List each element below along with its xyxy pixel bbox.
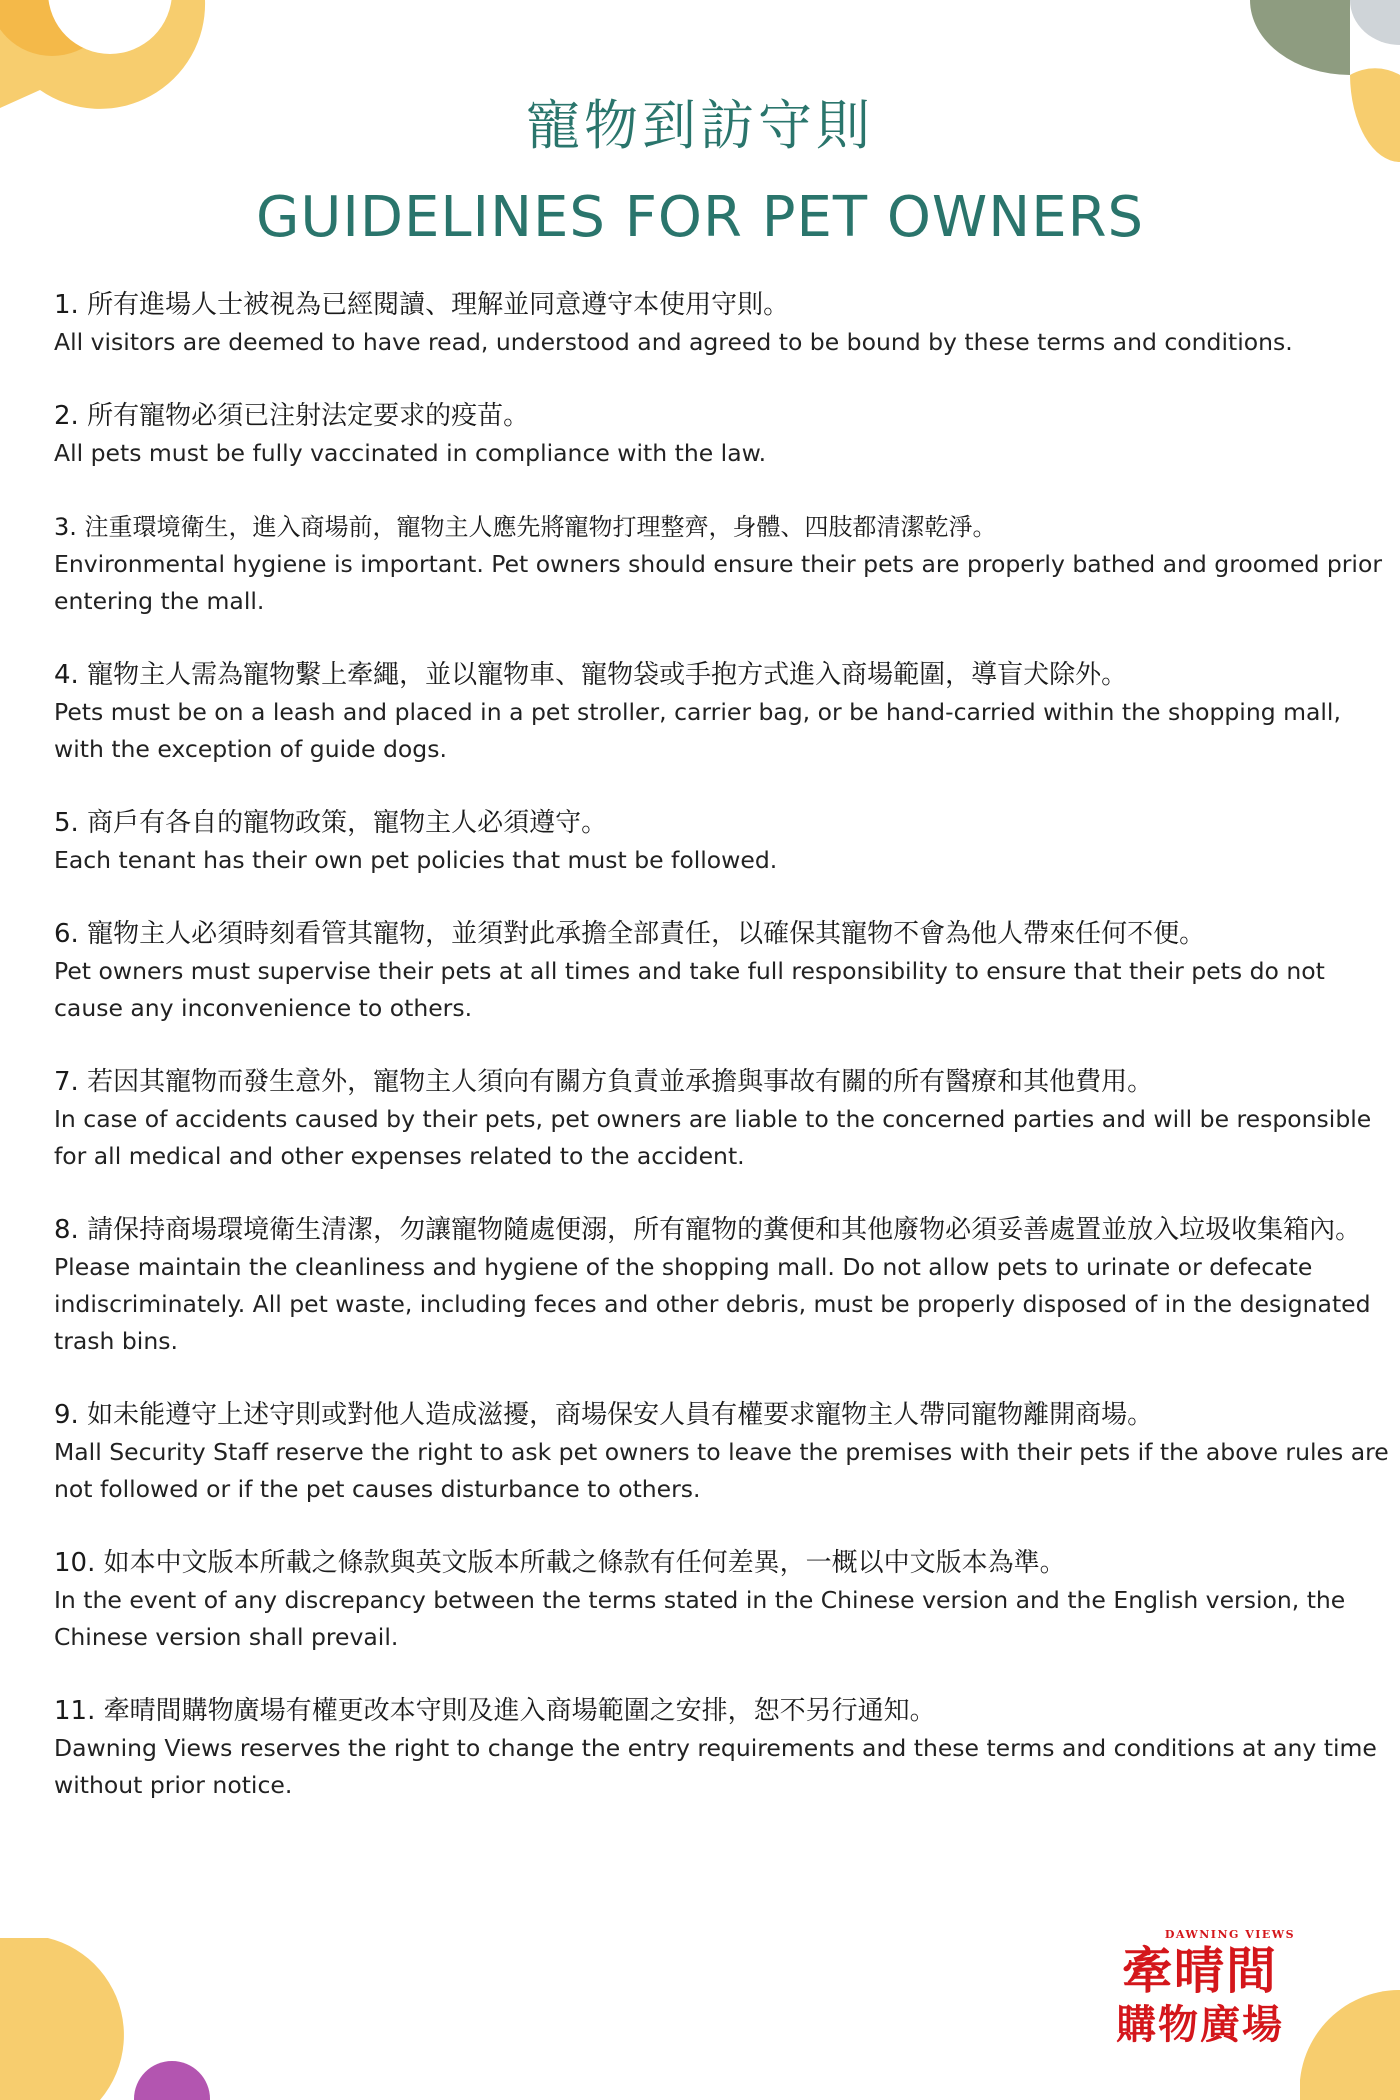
rule-item-5 xyxy=(54,804,1394,879)
rule-chinese: 1. 所有進場人士被視為已經閱讀、理解並同意遵守本使用守則。 xyxy=(54,290,790,320)
logo-chinese-subtitle: 購物廣場 xyxy=(1116,2002,1284,2048)
rule-chinese: 6. 寵物主人必須時刻看管其寵物，並須對此承擔全部責任，以確保其寵物不會為他人帶來任何不便。 xyxy=(54,919,1206,949)
rule-english: Please maintain the cleanliness and hygiene of the shopping mall. Do not allow pets to urinate or defecate indiscriminately. All pet waste, including feces and other debris, must be properly disposed of in the designated trash bins. xyxy=(54,1253,1371,1355)
bottom-right-decoration xyxy=(1300,1990,1400,2100)
rule-english: In case of accidents caused by their pets, pet owners are liable to the concerned parties and will be responsible for all medical and other expenses related to the accident. xyxy=(54,1105,1372,1170)
rule-english: Dawning Views reserves the right to change the entry requirements and these terms and conditions at any time without prior notice. xyxy=(54,1734,1377,1799)
logo-english: DAWNING VIEWS xyxy=(1164,1928,1296,1941)
rule-chinese: 3. 注重環境衛生，進入商場前，寵物主人應先將寵物打理整齊，身體、四肢都清潔乾淨。 xyxy=(54,513,997,541)
rule-item-6 xyxy=(54,915,1394,1027)
rule-item-8 xyxy=(54,1211,1394,1360)
dawning-views-logo xyxy=(1100,1928,1300,2050)
rule-chinese: 5. 商戶有各自的寵物政策，寵物主人必須遵守。 xyxy=(54,808,608,838)
rule-chinese: 10. 如本中文版本所載之條款與英文版本所載之條款有任何差異，一概以中文版本為準。 xyxy=(54,1548,1066,1578)
title-english: GUIDELINES FOR PET OWNERS xyxy=(255,185,1145,250)
rule-english: Each tenant has their own pet policies that must be followed. xyxy=(54,846,778,874)
rule-chinese: 11. 牽晴間購物廣場有權更改本守則及進入商場範圍之安排，恕不另行通知。 xyxy=(54,1696,936,1726)
bottom-left-decoration xyxy=(0,1938,230,2100)
rule-item-2 xyxy=(54,397,1394,472)
rule-english: In the event of any discrepancy between the terms stated in the Chinese version and the English version, the Chinese version shall prevail. xyxy=(54,1586,1346,1651)
title-chinese: 寵物到訪守則 xyxy=(526,94,874,157)
page-title xyxy=(0,88,1400,258)
rule-english: Mall Security Staff reserve the right to ask pet owners to leave the premises with their pets if the above rules are not followed or if the pet causes disturbance to others. xyxy=(54,1438,1389,1503)
rule-item-3 xyxy=(54,508,1394,620)
rule-chinese: 7. 若因其寵物而發生意外，寵物主人須向有關方負責並承擔與事故有關的所有醫療和其他費用。 xyxy=(54,1067,1154,1097)
rule-item-7 xyxy=(54,1063,1394,1175)
rule-chinese: 9. 如未能遵守上述守則或對他人造成滋擾，商場保安人員有權要求寵物主人帶同寵物離開商場。 xyxy=(54,1400,1154,1430)
rule-english: Pet owners must supervise their pets at all times and take full responsibility to ensure that their pets do not cause any inconvenience to others. xyxy=(54,957,1325,1022)
rule-english: All pets must be fully vaccinated in compliance with the law. xyxy=(54,439,767,467)
rule-item-1 xyxy=(54,286,1394,361)
rule-item-10 xyxy=(54,1544,1394,1656)
logo-chinese-name: 牽晴間 xyxy=(1122,1942,1278,2000)
rule-chinese: 2. 所有寵物必須已注射法定要求的疫苗。 xyxy=(54,401,530,431)
rule-english: Environmental hygiene is important. Pet owners should ensure their pets are properly bathed and groomed prior entering the mall. xyxy=(54,550,1382,615)
rule-item-4 xyxy=(54,656,1394,768)
rules-list xyxy=(54,286,1394,1840)
rule-item-9 xyxy=(54,1396,1394,1508)
rule-chinese: 8. 請保持商場環境衛生清潔，勿讓寵物隨處便溺，所有寵物的糞便和其他廢物必須妥善處置並放入垃圾收集箱內。 xyxy=(54,1215,1362,1245)
rule-item-11 xyxy=(54,1692,1394,1804)
rule-english: Pets must be on a leash and placed in a pet stroller, carrier bag, or be hand-carried within the shopping mall, with the exception of guide dogs. xyxy=(54,698,1341,763)
rule-english: All visitors are deemed to have read, understood and agreed to be bound by these terms and conditions. xyxy=(54,328,1293,356)
rule-chinese: 4. 寵物主人需為寵物繫上牽繩，並以寵物車、寵物袋或手抱方式進入商場範圍，導盲犬除外。 xyxy=(54,660,1128,690)
